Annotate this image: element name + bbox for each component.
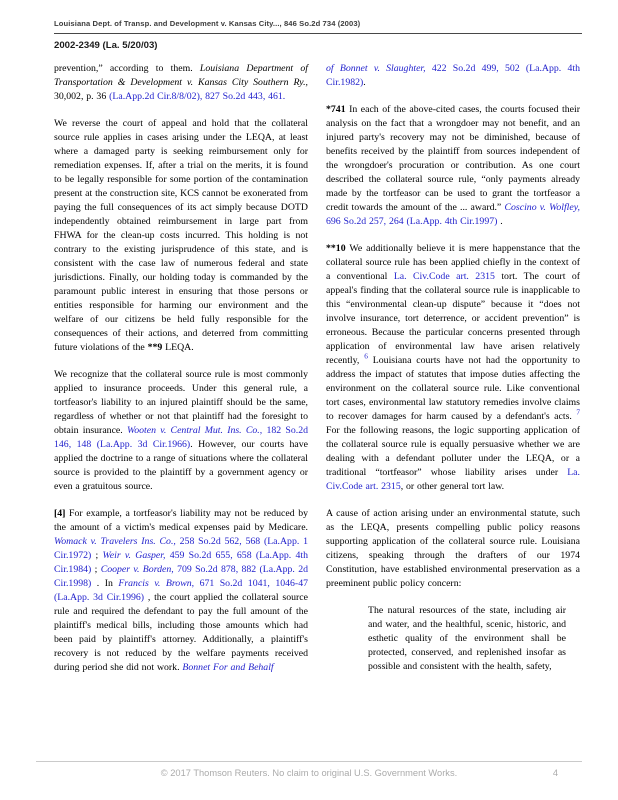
text-run: *741: [326, 104, 346, 115]
text-run: , the court applied the collateral source rule and required the defendant to pay the full amount of the plaintiff's medical bills, including those amounts which had been paid by plaintiff's attorney. Additionally, a plaintiff's recovery is not reduced by the welfare payments received during period she did not work.: [54, 592, 308, 673]
citation-link[interactable]: Weir v. Gasper,: [102, 550, 170, 561]
header-divider: [54, 33, 582, 34]
text-run: In each of the above-cited cases, the courts focused their analysis on the fact that a wrongdoer may not benefit, and an injured party's recovery may not be diminished, because of benefits received by the plaintiff from sources independent of the wrongdoer's procuration or contribution. As one court described the collateral source rule, “only payments already made by the tortfeasor can be used to grant the tortfeasor a credit towards the amount of the ... award.”: [326, 104, 580, 213]
paragraph: [54, 62, 308, 104]
citation-link[interactable]: 182 So.2d 146, 148 (La.App. 3d Cir.1966): [54, 425, 308, 450]
paragraph: [326, 242, 580, 494]
case-citation: 2002-2349 (La. 5/20/03): [54, 40, 158, 51]
block-quote: [368, 604, 566, 674]
text-run: For example, a tortfeasor's liability may not be reduced by the amount of a victim's medical expenses paid by Medicare.: [54, 508, 308, 533]
text-run: We reverse the court of appeal and hold that the collateral source rule applies in cases arising under the LEQA, at least where a damaged party is seeking reimbursement only for remediation expenses. If, after a trial on the merits, it is found to be legally responsible for some portion of the contamination present at the construction site, KCS cannot be exonerated from paying the full consequences of its act simply because DOTD independently obtained reimbursement in large part from FHWA for the clean-up costs incurred. This holding is not contrary to the existing jurisprudence of this state, and is consistent with the case law of numerous federal and state jurisdictions. Finally, our holding today is commanded by the paramount public interest in ensuring that those persons or entities responsible for harming our environment and the welfare of our citizens be held fully responsible for the consequences of their actions, and deterred from committing future violations of the: [54, 118, 308, 353]
left-column: [54, 62, 308, 675]
citation-link[interactable]: 422 So.2d 499, 502 (La.App. 4th Cir.1982): [326, 63, 580, 88]
text-run: . In: [91, 578, 119, 589]
paragraph: [326, 103, 580, 229]
text-run: , or other general tort law.: [400, 481, 505, 492]
citation-link[interactable]: Bonnet For and Behalf: [182, 662, 274, 673]
text-run: LEQA.: [162, 342, 194, 353]
footnote-link[interactable]: 6: [364, 351, 368, 361]
paragraph: [54, 117, 308, 355]
citation-link[interactable]: 258 So.2d 562, 568 (La.App. 1 Cir.1972): [54, 536, 308, 561]
citation-link[interactable]: 459 So.2d 655, 658 (La.App. 4th Cir.1984): [54, 550, 308, 575]
text-run: .: [497, 216, 503, 227]
text-run: ;: [91, 550, 103, 561]
text-run: The natural resources of the state, including air and water, and the healthful, scenic, historic, and esthetic quality of the environment shall be protected, conserved, and replenished insofar as possible and consistent with the health, safety,: [368, 605, 566, 672]
citation-link[interactable]: Wooten v. Central Mut. Ins. Co.,: [126, 425, 267, 436]
citation-link[interactable]: Coscino v. Wolfley,: [504, 202, 580, 213]
text-run: prevention,” according to them.: [54, 63, 200, 74]
page-number: 4: [552, 768, 558, 778]
right-column: [326, 62, 580, 675]
text-run: We recognize that the collateral source rule is most commonly applied to insurance proceeds. Under this general rule, a tortfeasor's liability to an injured plaintiff should be the same, regardless of whether or not that plaintiff had the foresight to obtain insurance.: [54, 369, 308, 436]
paragraph: [326, 507, 580, 591]
citation-link[interactable]: Cooper v. Borden,: [100, 564, 178, 575]
case-title: Louisiana Dept. of Transp. and Development v. Kansas City..., 846 So.2d 734 (2003): [54, 19, 361, 28]
text-run: Louisiana Department of Transportation & Development v. Kansas City Southern Ry.,: [54, 63, 308, 88]
text-run: . However, our courts have applied the doctrine to a range of situations where the collateral source is provided to the plaintiff by a government agency or even a gratuitous source.: [54, 439, 308, 492]
text-run: ;: [91, 564, 101, 575]
citation-link[interactable]: (La.App.2d Cir.8/8/02), 827 So.2d 443, 461.: [109, 91, 286, 102]
citation-link[interactable]: Francis v. Brown,: [118, 578, 200, 589]
citation-link[interactable]: 671 So.2d 1041, 1046-47 (La.App. 3d Cir.1996): [54, 578, 308, 603]
copyright-notice: © 2017 Thomson Reuters. No claim to original U.S. Government Works.: [160, 768, 458, 778]
paragraph: [326, 62, 580, 90]
text-run: .: [363, 77, 366, 88]
text-run: Louisiana courts have not had the opportunity to address the impact of statutes that impose duties affecting the environment on the collateral source rule. Like conventional tort cases, environmental law statutory remedies involve claims to recover damages for harm caused by a defendant's acts.: [326, 355, 580, 422]
text-run: **10: [326, 243, 346, 254]
citation-link[interactable]: of Bonnet v. Slaughter,: [326, 63, 432, 74]
citation-link[interactable]: Womack v. Travelers Ins. Co.,: [54, 536, 180, 547]
document-header: [54, 19, 582, 51]
citation-link[interactable]: 696 So.2d 257, 264 (La.App. 4th Cir.1997): [326, 216, 498, 227]
footer-row: [36, 768, 582, 778]
text-run: [4]: [54, 508, 66, 519]
citation-link[interactable]: La. Civ.Code art. 2315: [393, 271, 495, 282]
text-run: **9: [147, 342, 163, 353]
footnote-link[interactable]: 7: [576, 407, 580, 417]
text-run: For the following reasons, the logic supporting application of the collateral source rule is equally persuasive whether we are dealing with a defendant polluter under the LEQA, or a traditional “tortfeasor” whose liability arises under: [326, 425, 580, 478]
text-run: 30,002, p. 36: [54, 91, 110, 102]
paragraph: [54, 368, 308, 494]
citation-link[interactable]: 709 So.2d 878, 882 (La.App. 2d Cir.1998): [54, 564, 308, 589]
document-body: [54, 62, 580, 675]
citation-link[interactable]: La. Civ.Code art. 2315: [326, 467, 580, 492]
document-footer: [36, 761, 582, 778]
text-run: We additionally believe it is mere happenstance that the collateral source rule has been applied chiefly in the context of a conventional: [326, 243, 580, 282]
text-run: tort. The court of appeal's finding that the collateral source rule is inapplicable to this “environmental clean-up dispute” because it “does not involve insurance, tort deterrence, or accident prevention” is erroneous. Because the particular concerns presented through application of environmental law have arisen relatively recently,: [326, 271, 581, 366]
paragraph: [54, 507, 308, 675]
text-run: A cause of action arising under an environmental statute, such as the LEQA, presents compelling public policy reasons supporting application of the collateral source rule. Louisiana citizens, speaking through the drafters of our 1974 Constitution, have established environmental preservation as a preeminent public policy concern:: [326, 508, 580, 589]
